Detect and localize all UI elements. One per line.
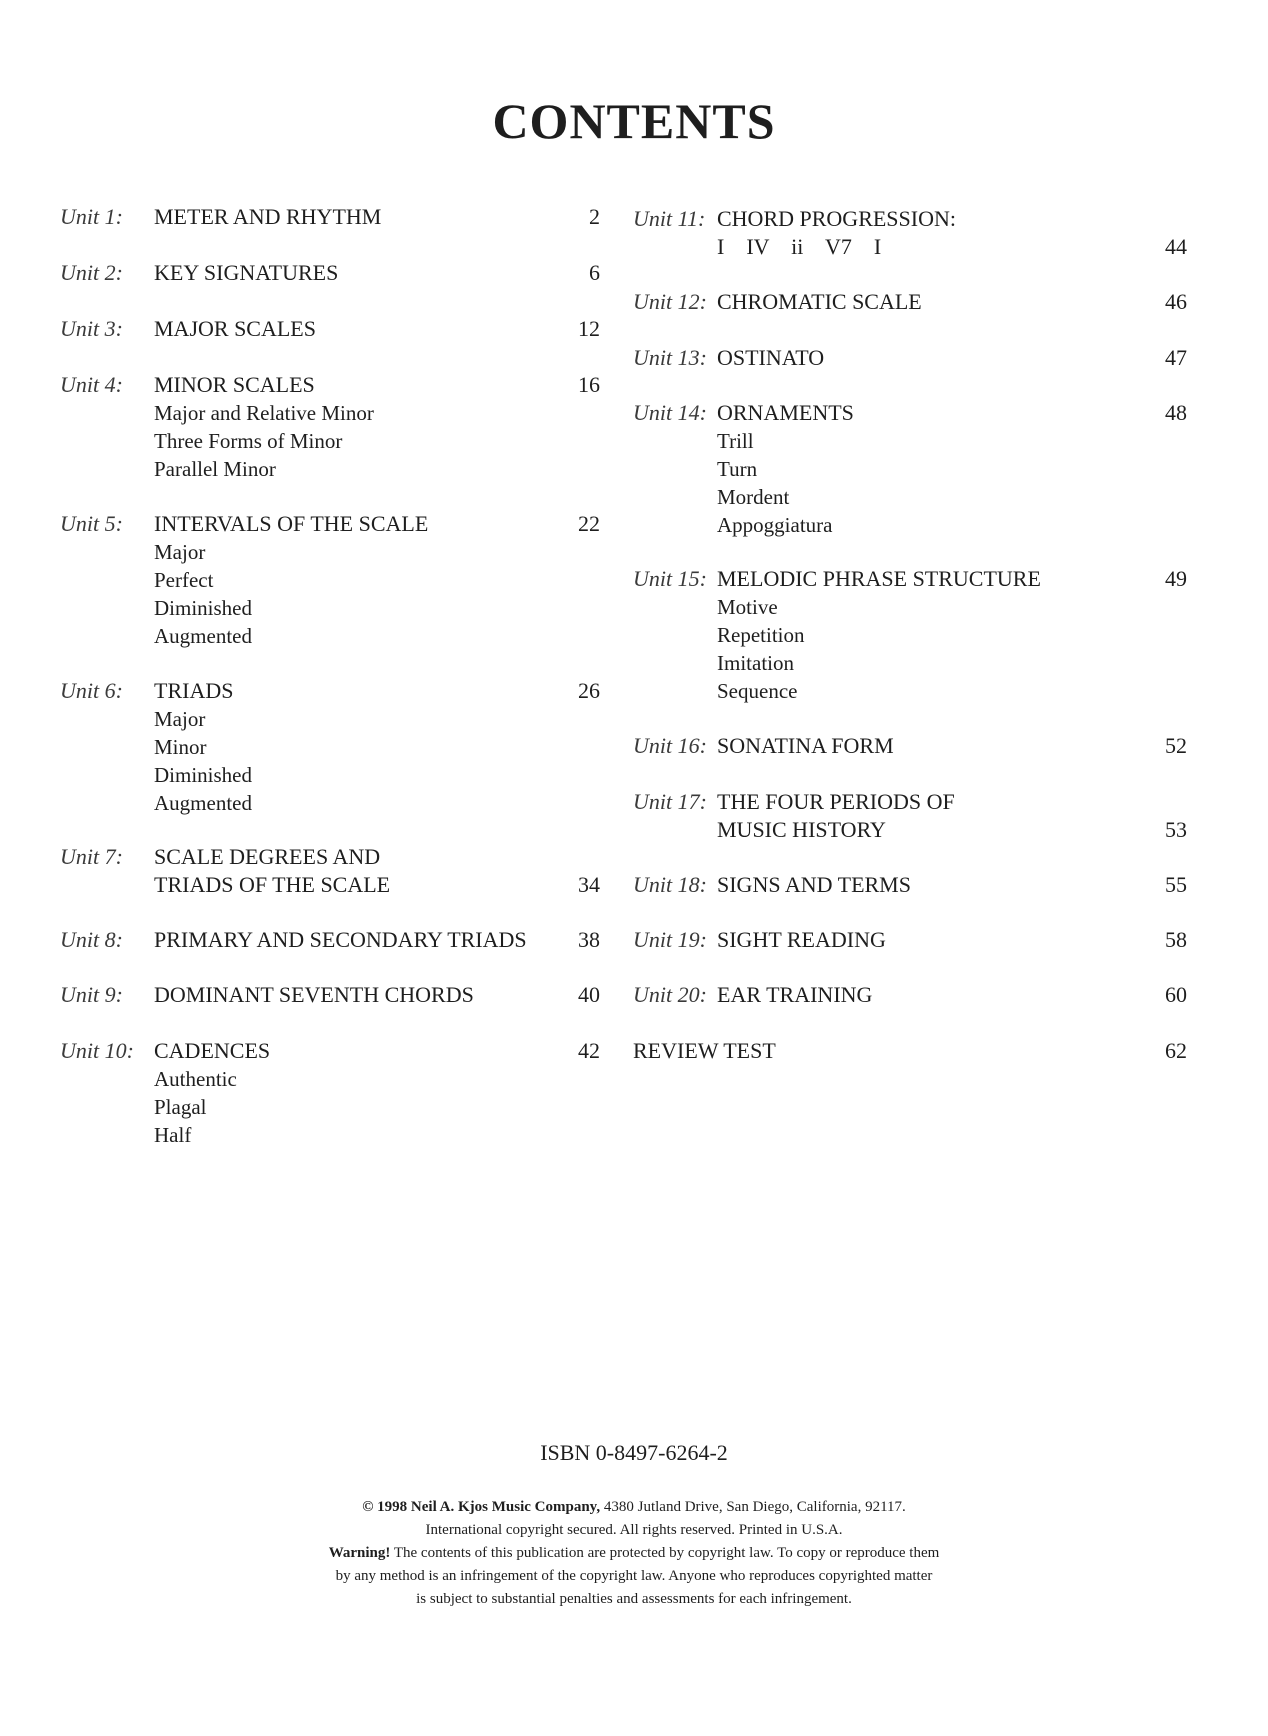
entry-subtopic: Augmented — [154, 791, 252, 815]
entry-title: SIGHT READING — [717, 927, 886, 952]
chord-sequence: I IV ii V7 I — [717, 234, 882, 259]
entry-subtopic: Major — [154, 707, 206, 731]
page-number: 26 — [578, 678, 600, 703]
unit-label: Unit 19: — [633, 927, 707, 952]
entry-subtopic: Sequence — [717, 679, 798, 703]
unit-label: Unit 1: — [60, 204, 123, 229]
entry-subtopic: Motive — [717, 595, 778, 619]
page-title: CONTENTS — [492, 93, 776, 149]
entry-title: REVIEW TEST — [633, 1038, 776, 1063]
unit-label: Unit 14: — [633, 400, 707, 425]
warning-label: Warning! — [328, 1545, 391, 1561]
entry-title: THE FOUR PERIODS OF — [717, 789, 955, 814]
unit-label: Unit 15: — [633, 566, 707, 591]
page-number: 47 — [1165, 345, 1187, 370]
page-number: 55 — [1165, 872, 1187, 897]
entry-subtopic: Diminished — [154, 763, 252, 787]
entry-subtopic: Authentic — [154, 1067, 237, 1091]
unit-label: Unit 3: — [60, 316, 123, 341]
page-number: 62 — [1165, 1038, 1187, 1063]
entry-subtopic: Repetition — [717, 623, 805, 647]
entry-subtopic: Mordent — [717, 485, 790, 509]
warning-text-3: is subject to substantial penalties and assessments for each infringement. — [416, 1591, 852, 1607]
entry-title: SIGNS AND TERMS — [717, 872, 911, 897]
page-number: 58 — [1165, 927, 1187, 952]
entry-subtopic: Major and Relative Minor — [154, 401, 374, 425]
unit-label: Unit 18: — [633, 872, 707, 897]
warning-text-1: The contents of this publication are protected by copyright law. To copy or reproduce them — [390, 1545, 940, 1561]
warning-text-2: by any method is an infringement of the copyright law. Anyone who reproduces copyrighted matter — [335, 1568, 933, 1584]
entry-subtopic: Three Forms of Minor — [154, 429, 343, 453]
page-number: 48 — [1165, 400, 1187, 425]
unit-label: Unit 11: — [633, 206, 706, 231]
entry-title: CADENCES — [154, 1038, 271, 1063]
entry-title: CHROMATIC SCALE — [717, 289, 922, 314]
copyright-rights: International copyright secured. All rights reserved. Printed in U.S.A. — [425, 1522, 843, 1538]
entry-title: SCALE DEGREES AND — [154, 844, 381, 869]
entry-subtopic: Diminished — [154, 596, 252, 620]
entry-title: CHORD PROGRESSION: — [717, 206, 956, 231]
unit-label: Unit 10: — [60, 1038, 134, 1063]
unit-label: Unit 4: — [60, 372, 123, 397]
unit-label: Unit 17: — [633, 789, 707, 814]
entry-subtopic: Major — [154, 540, 206, 564]
entry-title: INTERVALS OF THE SCALE — [154, 511, 429, 536]
page-number: 38 — [578, 927, 600, 952]
entry-subtopic: Parallel Minor — [154, 457, 276, 481]
entry-title: MAJOR SCALES — [154, 316, 316, 341]
entry-subtopic: Turn — [717, 457, 758, 481]
copyright-address: 4380 Jutland Drive, San Diego, California, 92117. — [600, 1499, 906, 1515]
page-number: 16 — [578, 372, 600, 397]
entry-title: PRIMARY AND SECONDARY TRIADS — [154, 927, 527, 952]
page-number: 46 — [1165, 289, 1187, 314]
unit-label: Unit 8: — [60, 927, 123, 952]
entry-subtopic: Appoggiatura — [717, 513, 833, 537]
unit-label: Unit 16: — [633, 733, 707, 758]
page-number: 40 — [578, 982, 600, 1007]
entry-title: METER AND RHYTHM — [154, 204, 382, 229]
entry-title: ORNAMENTS — [717, 400, 854, 425]
entry-title: SONATINA FORM — [717, 733, 894, 758]
page-number: 53 — [1165, 817, 1187, 842]
page-number: 6 — [589, 260, 600, 285]
entry-title: DOMINANT SEVENTH CHORDS — [154, 982, 474, 1007]
entry-subtopic: Trill — [717, 429, 754, 453]
page-number: 34 — [578, 872, 600, 897]
unit-label: Unit 20: — [633, 982, 707, 1007]
unit-label: Unit 13: — [633, 345, 707, 370]
page-number: 52 — [1165, 733, 1187, 758]
entry-subtopic: Perfect — [154, 568, 214, 592]
unit-label: Unit 5: — [60, 511, 123, 536]
isbn-number: ISBN 0-8497-6264-2 — [540, 1440, 728, 1465]
entry-title: OSTINATO — [717, 345, 825, 370]
entry-title: KEY SIGNATURES — [154, 260, 339, 285]
entry-title-line-2: TRIADS OF THE SCALE — [154, 872, 391, 897]
entry-subtopic: Imitation — [717, 651, 794, 675]
copyright-notice — [0, 1496, 1268, 1611]
page-number: 60 — [1165, 982, 1187, 1007]
unit-label: Unit 2: — [60, 260, 123, 285]
unit-label: Unit 12: — [633, 289, 707, 314]
entry-title: EAR TRAINING — [717, 982, 873, 1007]
page-number: 42 — [578, 1038, 600, 1063]
copyright-company: © 1998 Neil A. Kjos Music Company, — [362, 1499, 601, 1515]
entry-subtopic: Minor — [154, 735, 207, 759]
entry-subtopic: Augmented — [154, 624, 252, 648]
page-number: 44 — [1165, 234, 1187, 259]
page-number: 2 — [589, 204, 600, 229]
entry-title: MELODIC PHRASE STRUCTURE — [717, 566, 1041, 591]
entry-subtopic: Plagal — [154, 1095, 207, 1119]
entry-title: TRIADS — [154, 678, 234, 703]
page-number: 12 — [578, 316, 600, 341]
unit-label: Unit 9: — [60, 982, 123, 1007]
entry-title: MINOR SCALES — [154, 372, 315, 397]
page-number: 49 — [1165, 566, 1187, 591]
unit-label: Unit 6: — [60, 678, 123, 703]
page-number: 22 — [578, 511, 600, 536]
unit-label: Unit 7: — [60, 844, 123, 869]
entry-subtopic: Half — [154, 1123, 192, 1147]
entry-title-line-2: MUSIC HISTORY — [717, 817, 886, 842]
